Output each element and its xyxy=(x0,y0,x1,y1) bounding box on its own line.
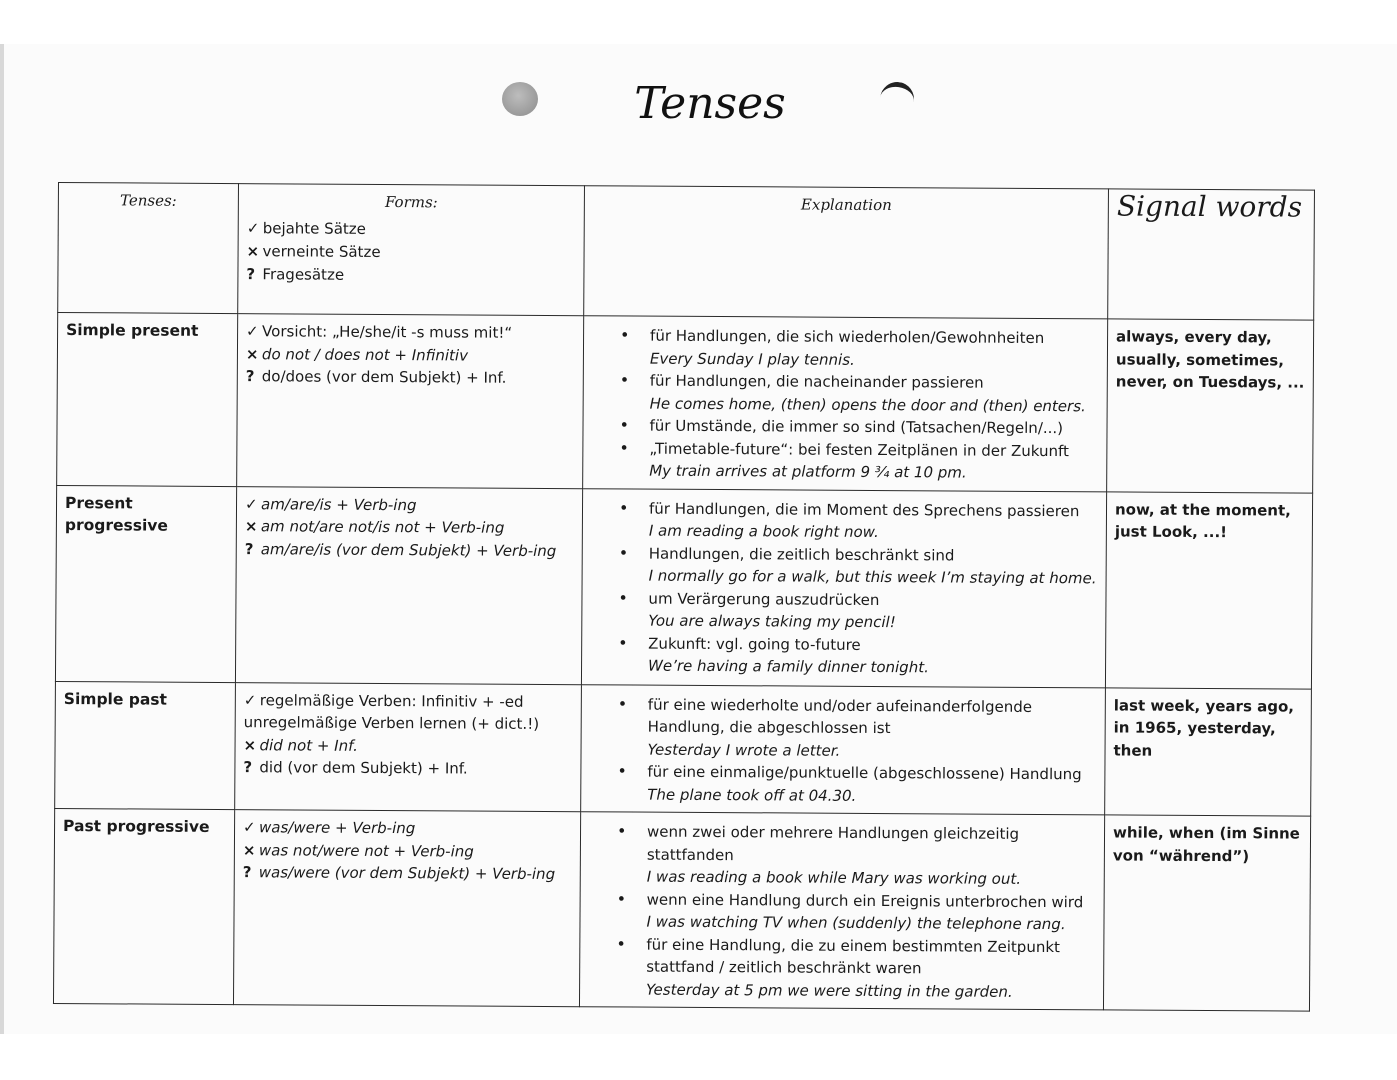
legend-text: bejahte Sätze xyxy=(262,218,366,238)
table-row xyxy=(53,808,1310,1011)
signal-words-text: while, when (im Sinne von “während”) xyxy=(1112,823,1300,865)
form-line xyxy=(244,711,573,736)
form-line xyxy=(245,538,574,563)
forms-cell xyxy=(237,314,584,489)
header-explanation xyxy=(584,186,1109,319)
form-line xyxy=(244,689,573,714)
forms-cell xyxy=(235,682,582,812)
list-item xyxy=(648,632,1097,680)
cross-icon: × xyxy=(244,517,258,536)
form-line xyxy=(243,734,572,759)
form-line xyxy=(245,515,574,540)
list-item xyxy=(647,821,1096,891)
signal-words-text: always, every day, usually, sometimes, never, on Tuesdays, ... xyxy=(1115,327,1305,392)
explanation-text: wenn eine Handlung durch ein Ereignis unterbrochen wird xyxy=(646,890,1084,911)
cross-icon: × xyxy=(242,840,256,859)
list-item xyxy=(649,415,1098,440)
legend-text: Fragesätze xyxy=(262,264,345,284)
form-text: unregelmäßige Verben lernen (+ dict.!) xyxy=(243,713,540,733)
explanation-text: für Umstände, die immer so sind (Tatsachen/Regeln/...) xyxy=(649,416,1064,438)
explanation-text: um Verärgerung auszudrücken xyxy=(648,589,880,609)
explanation-cell xyxy=(583,316,1108,492)
table-row xyxy=(55,485,1312,689)
tense-name: Present progressive xyxy=(64,493,168,535)
forms-cell xyxy=(233,810,580,1007)
list-item xyxy=(649,437,1098,485)
form-text: do/does (vor dem Subjekt) + Inf. xyxy=(261,367,507,387)
scan-left-edge xyxy=(0,44,4,1034)
forms-cell xyxy=(235,486,582,684)
example-text: You are always taking my pencil! xyxy=(648,611,896,632)
legend-item xyxy=(247,240,576,265)
header-row xyxy=(58,183,1315,321)
explanation-list xyxy=(588,820,1096,1003)
question-icon: ? xyxy=(243,758,253,777)
form-line xyxy=(243,756,572,781)
signal-cell xyxy=(1107,319,1314,493)
legend-item xyxy=(247,217,576,242)
form-text: am/are/is (vor dem Subjekt) + Verb-ing xyxy=(260,539,557,560)
example-text: Yesterday I wrote a letter. xyxy=(647,740,841,760)
explanation-text: für eine Handlung, die zu einem bestimmten Zeitpunkt stattfand / zeitlich beschränkt waren xyxy=(646,935,1060,978)
tense-cell xyxy=(55,681,236,810)
header-forms-label: Forms: xyxy=(384,192,438,212)
check-icon: ✓ xyxy=(243,818,256,837)
example-text: Yesterday at 5 pm we were sitting in the garden. xyxy=(646,980,1013,1001)
list-item xyxy=(646,933,1095,1003)
explanation-text: für eine einmalige/punktuelle (abgeschlossene) Handlung xyxy=(647,762,1082,784)
list-item xyxy=(647,761,1096,809)
example-text: I am reading a book right now. xyxy=(648,521,879,542)
signal-cell xyxy=(1105,687,1312,816)
legend-item xyxy=(246,263,575,288)
explanation-text: wenn zwei oder mehrere Handlungen gleichzeitig stattfanden xyxy=(646,822,1020,864)
explanation-list xyxy=(589,693,1097,809)
page-title: Tenses xyxy=(634,78,786,129)
tenses-table xyxy=(53,182,1315,1012)
form-text: was/were (vor dem Subjekt) + Verb-ing xyxy=(258,863,556,884)
legend-text: verneinte Sätze xyxy=(262,241,381,261)
explanation-text: für eine wiederholte und/oder aufeinanderfolgende Handlung, die abgeschlossen ist xyxy=(647,695,1033,738)
scan-top-margin xyxy=(0,0,1397,44)
tense-cell xyxy=(57,313,238,487)
question-icon: ? xyxy=(244,539,254,558)
form-line xyxy=(243,816,572,841)
check-icon: ✓ xyxy=(246,322,259,341)
form-text: regelmäßige Verben: Infinitiv + -ed xyxy=(259,690,524,711)
punch-hole-mark xyxy=(878,80,917,119)
header-signal-words xyxy=(1108,189,1315,320)
form-text: am/are/is + Verb-ing xyxy=(260,494,417,514)
form-text: Vorsicht: „He/she/it -s muss mit!“ xyxy=(262,322,513,342)
form-line xyxy=(246,343,575,368)
header-tenses-label: Tenses: xyxy=(119,191,177,210)
table-row xyxy=(55,681,1312,816)
header-forms xyxy=(238,184,585,316)
explanation-text: für Handlungen, die im Moment des Sprechens passieren xyxy=(648,499,1080,520)
cross-icon: × xyxy=(246,241,260,260)
list-item xyxy=(649,542,1098,590)
cross-icon: × xyxy=(245,344,259,363)
example-text: I was reading a book while Mary was working out. xyxy=(646,867,1022,888)
question-icon: ? xyxy=(245,367,255,386)
legend xyxy=(246,217,575,288)
explanation-list xyxy=(590,497,1098,680)
tense-name: Simple past xyxy=(63,689,168,709)
list-item xyxy=(650,325,1099,373)
explanation-list xyxy=(591,324,1099,485)
punch-hole xyxy=(502,82,538,116)
form-text: did not + Inf. xyxy=(259,735,358,755)
explanation-text: Zukunft: vgl. going to-future xyxy=(648,634,861,654)
signal-cell xyxy=(1103,815,1310,1011)
signal-cell xyxy=(1105,491,1312,688)
header-explanation-label: Explanation xyxy=(800,195,892,215)
example-text: I was watching TV when (suddenly) the telephone rang. xyxy=(646,912,1066,934)
header-tenses xyxy=(58,183,239,314)
explanation-cell xyxy=(581,488,1106,687)
example-text: The plane took off at 04.30. xyxy=(647,785,857,805)
explanation-text: Handlungen, die zeitlich beschränkt sind xyxy=(648,544,955,564)
explanation-cell xyxy=(579,812,1104,1010)
form-line xyxy=(246,320,575,345)
form-line xyxy=(245,493,574,518)
form-text: was not/were not + Verb-ing xyxy=(258,840,474,861)
check-icon: ✓ xyxy=(244,494,258,513)
check-icon: ✓ xyxy=(243,690,257,709)
signal-words-text: last week, years ago, in 1965, yesterday, then xyxy=(1113,695,1295,760)
form-line xyxy=(243,839,572,864)
tense-name: Past progressive xyxy=(63,817,210,836)
list-item xyxy=(649,497,1098,545)
example-text: We’re having a family dinner tonight. xyxy=(648,656,929,677)
form-text: do not / does not + Infinitiv xyxy=(261,344,469,365)
list-item xyxy=(648,587,1097,635)
signal-words-text: now, at the moment, just Look, ...! xyxy=(1114,499,1291,542)
explanation-text: für Handlungen, die sich wiederholen/Gewohnheiten xyxy=(650,326,1045,348)
example-text: Every Sunday I play tennis. xyxy=(649,349,855,369)
tense-name: Simple present xyxy=(66,321,199,340)
form-line xyxy=(243,861,572,886)
list-item xyxy=(647,693,1096,763)
tense-cell xyxy=(55,485,236,682)
form-text: did (vor dem Subjekt) + Inf. xyxy=(259,758,468,778)
explanation-cell xyxy=(581,684,1106,815)
list-item xyxy=(650,370,1099,418)
question-icon: ? xyxy=(242,863,252,882)
header-signal-label: Signal words xyxy=(1116,189,1303,224)
example-text: He comes home, (then) opens the door and (then) enters. xyxy=(649,394,1086,415)
check-icon: ✓ xyxy=(246,218,260,237)
form-text: was/were + Verb-ing xyxy=(259,818,416,838)
form-line xyxy=(246,365,575,390)
table-row xyxy=(57,313,1314,493)
example-text: I normally go for a walk, but this week I’m staying at home. xyxy=(648,566,1097,588)
explanation-text: „Timetable-future“: bei festen Zeitplänen in der Zukunft xyxy=(649,439,1069,460)
cross-icon: × xyxy=(243,735,257,754)
explanation-text: für Handlungen, die nacheinander passieren xyxy=(649,371,984,392)
question-icon: ? xyxy=(246,264,256,283)
list-item xyxy=(646,888,1095,936)
scan-bottom-margin xyxy=(0,1034,1397,1080)
tense-cell xyxy=(53,808,234,1004)
example-text: My train arrives at platform 9 ¾ at 10 pm. xyxy=(649,461,967,482)
form-text: am not/are not/is not + Verb-ing xyxy=(260,517,505,537)
